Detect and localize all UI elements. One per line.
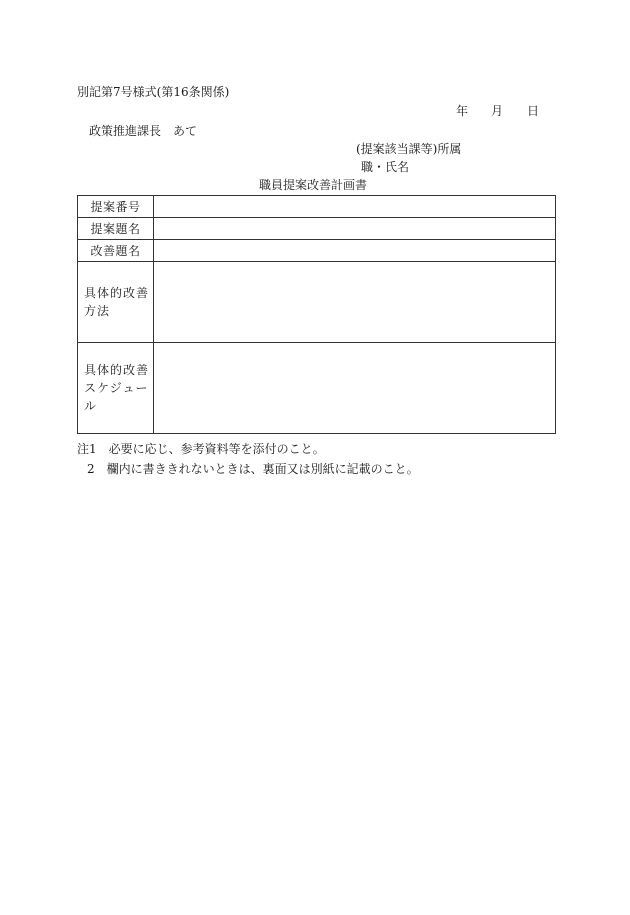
- form-reference: 別記第7号様式(第16条関係): [77, 85, 230, 99]
- label-line: 具体的改善: [84, 286, 150, 300]
- label-improvement-schedule: [78, 343, 154, 434]
- value-improvement-title[interactable]: [154, 240, 556, 262]
- table-row-improvement-title: [78, 240, 556, 262]
- table-row-proposal-number: [78, 196, 556, 218]
- label-proposal-number: 提案番号: [78, 196, 154, 218]
- label-improvement-method: [78, 262, 154, 343]
- value-improvement-schedule[interactable]: [154, 343, 556, 434]
- note-2: 2 欄内に書ききれないときは、裏面又は別紙に記載のこと。: [87, 462, 419, 476]
- note-1: 注1 必要に応じ、参考資料等を添付のこと。: [77, 442, 325, 456]
- label-line: 方法: [84, 304, 111, 318]
- value-improvement-method[interactable]: [154, 262, 556, 343]
- date-year-label: 年: [456, 104, 469, 118]
- name-line: 職・氏名: [361, 160, 410, 174]
- label-improvement-title: 改善題名: [78, 240, 154, 262]
- table-row-proposal-title: [78, 218, 556, 240]
- date-month-label: 月: [491, 104, 504, 118]
- label-proposal-title: 提案題名: [78, 218, 154, 240]
- label-line: ル: [84, 399, 98, 413]
- department-line: (提案該当課等)所属: [356, 142, 462, 156]
- addressee: 政策推進課長 あて: [89, 124, 198, 138]
- label-line: 具体的改善: [84, 363, 150, 377]
- value-proposal-title[interactable]: [154, 218, 556, 240]
- label-line: スケジュー: [84, 381, 149, 395]
- document-title: 職員提案改善計画書: [259, 178, 368, 192]
- date-line: [456, 104, 539, 118]
- table-row-improvement-method: [78, 262, 556, 343]
- proposal-table: [77, 195, 556, 434]
- date-day-label: 日: [527, 104, 540, 118]
- table-row-improvement-schedule: [78, 343, 556, 434]
- value-proposal-number[interactable]: [154, 196, 556, 218]
